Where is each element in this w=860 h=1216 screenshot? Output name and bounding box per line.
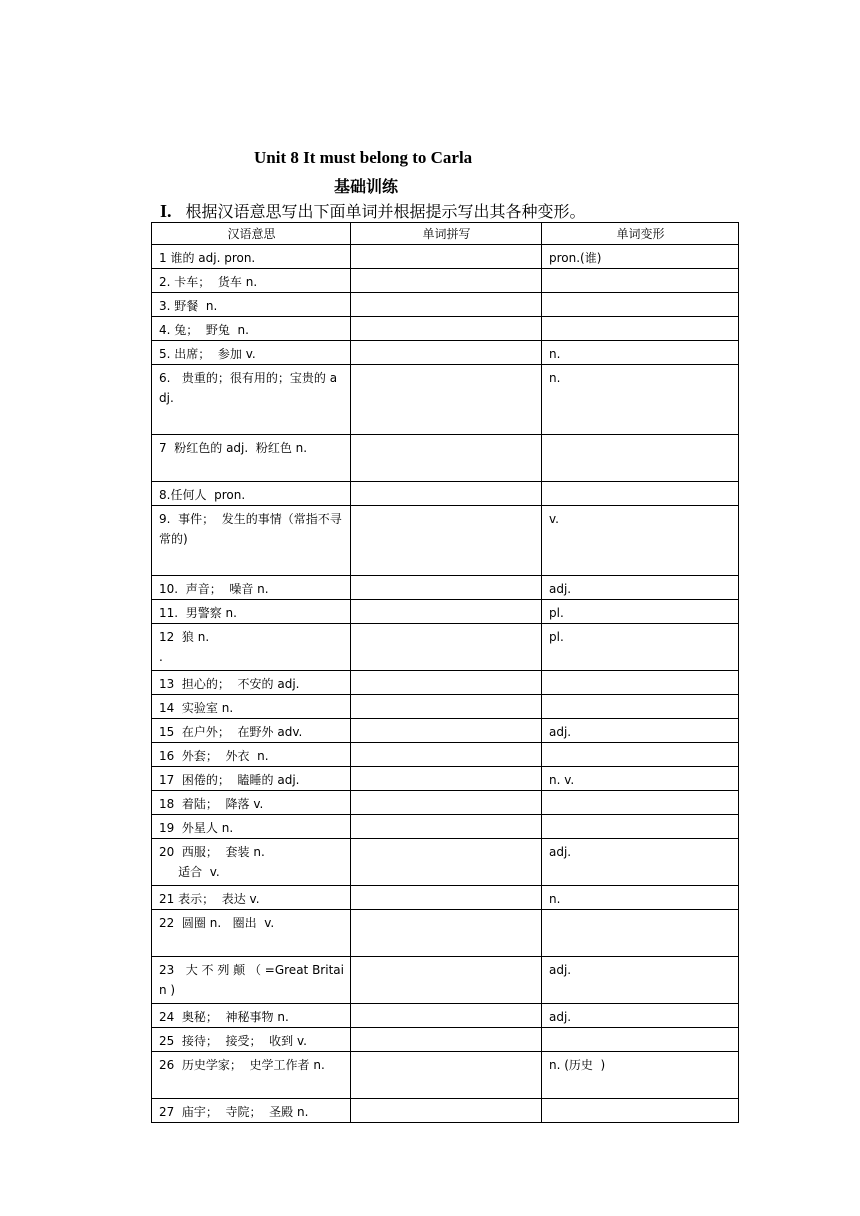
spelling-cell[interactable]	[351, 839, 542, 886]
meaning-cell: 14 实验室 n.	[152, 695, 351, 719]
meaning-cell: 17 困倦的； 瞌睡的 adj.	[152, 767, 351, 791]
forms-cell[interactable]: pl.	[542, 600, 739, 624]
spelling-cell[interactable]	[351, 767, 542, 791]
spelling-cell[interactable]	[351, 1052, 542, 1099]
section-instruction	[160, 199, 586, 222]
forms-cell[interactable]: v.	[542, 506, 739, 576]
meaning-cell: 12 狼 n. .	[152, 624, 351, 671]
forms-cell[interactable]	[542, 435, 739, 482]
table-row	[152, 1028, 739, 1052]
table-row	[152, 1004, 739, 1028]
table-row	[152, 886, 739, 910]
meaning-cell: 6. 贵重的；很有用的；宝贵的 adj.	[152, 365, 351, 435]
forms-cell[interactable]	[542, 910, 739, 957]
spelling-cell[interactable]	[351, 886, 542, 910]
meaning-cell: 10. 声音； 噪音 n.	[152, 576, 351, 600]
spelling-cell[interactable]	[351, 506, 542, 576]
table-row	[152, 1099, 739, 1123]
meaning-cell: 1 谁的 adj. pron.	[152, 245, 351, 269]
forms-cell[interactable]	[542, 815, 739, 839]
spelling-cell[interactable]	[351, 435, 542, 482]
spelling-cell[interactable]	[351, 910, 542, 957]
table-row	[152, 341, 739, 365]
table-row	[152, 245, 739, 269]
forms-cell[interactable]: pron.(谁)	[542, 245, 739, 269]
table-row	[152, 695, 739, 719]
table-row	[152, 624, 739, 671]
spelling-cell[interactable]	[351, 671, 542, 695]
forms-cell[interactable]: adj.	[542, 839, 739, 886]
spelling-cell[interactable]	[351, 695, 542, 719]
forms-cell[interactable]: n.	[542, 341, 739, 365]
meaning-cell: 26 历史学家； 史学工作者 n.	[152, 1052, 351, 1099]
meaning-cell: 18 着陆； 降落 v.	[152, 791, 351, 815]
forms-cell[interactable]	[542, 671, 739, 695]
header-meaning: 汉语意思	[152, 223, 351, 245]
spelling-cell[interactable]	[351, 600, 542, 624]
forms-cell[interactable]: pl.	[542, 624, 739, 671]
spelling-cell[interactable]	[351, 815, 542, 839]
table-row	[152, 815, 739, 839]
spelling-cell[interactable]	[351, 1028, 542, 1052]
meaning-cell: 23 大 不 列 颠 （ =Great Britain )	[152, 957, 351, 1004]
table-row	[152, 317, 739, 341]
forms-cell[interactable]	[542, 743, 739, 767]
spelling-cell[interactable]	[351, 957, 542, 1004]
table-row	[152, 791, 739, 815]
forms-cell[interactable]	[542, 1028, 739, 1052]
forms-cell[interactable]: n. (历史 )	[542, 1052, 739, 1099]
table-row	[152, 482, 739, 506]
spelling-cell[interactable]	[351, 791, 542, 815]
forms-cell[interactable]	[542, 269, 739, 293]
table-row	[152, 910, 739, 957]
spelling-cell[interactable]	[351, 293, 542, 317]
meaning-cell: 27 庙宇； 寺院； 圣殿 n.	[152, 1099, 351, 1123]
spelling-cell[interactable]	[351, 269, 542, 293]
forms-cell[interactable]	[542, 791, 739, 815]
meaning-cell: 24 奥秘； 神秘事物 n.	[152, 1004, 351, 1028]
table-row	[152, 365, 739, 435]
meaning-cell: 25 接待； 接受； 收到 v.	[152, 1028, 351, 1052]
table-row	[152, 506, 739, 576]
spelling-cell[interactable]	[351, 482, 542, 506]
forms-cell[interactable]: adj.	[542, 576, 739, 600]
forms-cell[interactable]: adj.	[542, 957, 739, 1004]
spelling-cell[interactable]	[351, 245, 542, 269]
table-row	[152, 839, 739, 886]
meaning-cell: 21 表示； 表达 v.	[152, 886, 351, 910]
meaning-cell: 11. 男警察 n.	[152, 600, 351, 624]
spelling-cell[interactable]	[351, 624, 542, 671]
meaning-cell: 2. 卡车； 货车 n.	[152, 269, 351, 293]
table-row	[152, 293, 739, 317]
spelling-cell[interactable]	[351, 341, 542, 365]
table-row	[152, 269, 739, 293]
meaning-cell: 16 外套； 外衣 n.	[152, 743, 351, 767]
table-row	[152, 1052, 739, 1099]
meaning-cell: 20 西服； 套装 n. 适合 v.	[152, 839, 351, 886]
spelling-cell[interactable]	[351, 365, 542, 435]
table-row	[152, 719, 739, 743]
spelling-cell[interactable]	[351, 743, 542, 767]
forms-cell[interactable]	[542, 482, 739, 506]
table-row	[152, 767, 739, 791]
table-row	[152, 671, 739, 695]
document-subtitle: 基础训练	[334, 177, 399, 196]
meaning-cell: 8.任何人 pron.	[152, 482, 351, 506]
forms-cell[interactable]: n.	[542, 886, 739, 910]
meaning-cell: 19 外星人 n.	[152, 815, 351, 839]
section-instruction-text: 根据汉语意思写出下面单词并根据提示写出其各种变形。	[185, 202, 586, 221]
spelling-cell[interactable]	[351, 317, 542, 341]
forms-cell[interactable]: adj.	[542, 719, 739, 743]
table-row	[152, 600, 739, 624]
meaning-cell: 3. 野餐 n.	[152, 293, 351, 317]
meaning-cell: 15 在户外； 在野外 adv.	[152, 719, 351, 743]
spelling-cell[interactable]	[351, 576, 542, 600]
table-row	[152, 957, 739, 1004]
header-spelling: 单词拼写	[351, 223, 542, 245]
header-forms: 单词变形	[542, 223, 739, 245]
meaning-cell: 22 圆圈 n. 圈出 v.	[152, 910, 351, 957]
forms-cell[interactable]	[542, 317, 739, 341]
meaning-cell: 4. 兔； 野兔 n.	[152, 317, 351, 341]
table-row	[152, 743, 739, 767]
spelling-cell[interactable]	[351, 1099, 542, 1123]
forms-cell[interactable]	[542, 695, 739, 719]
table-header-row	[152, 223, 739, 245]
forms-cell[interactable]: n.	[542, 365, 739, 435]
meaning-cell: 5. 出席； 参加 v.	[152, 341, 351, 365]
forms-cell[interactable]	[542, 1099, 739, 1123]
forms-cell[interactable]	[542, 293, 739, 317]
forms-cell[interactable]: n. v.	[542, 767, 739, 791]
table-row	[152, 435, 739, 482]
section-number: I.	[160, 201, 172, 221]
forms-cell[interactable]: adj.	[542, 1004, 739, 1028]
vocabulary-table	[151, 222, 739, 1123]
meaning-cell: 13 担心的； 不安的 adj.	[152, 671, 351, 695]
table-row	[152, 576, 739, 600]
spelling-cell[interactable]	[351, 1004, 542, 1028]
meaning-cell: 9. 事件； 发生的事情（常指不寻常的)	[152, 506, 351, 576]
meaning-cell: 7 粉红色的 adj. 粉红色 n.	[152, 435, 351, 482]
document-title: Unit 8 It must belong to Carla	[254, 148, 473, 167]
spelling-cell[interactable]	[351, 719, 542, 743]
